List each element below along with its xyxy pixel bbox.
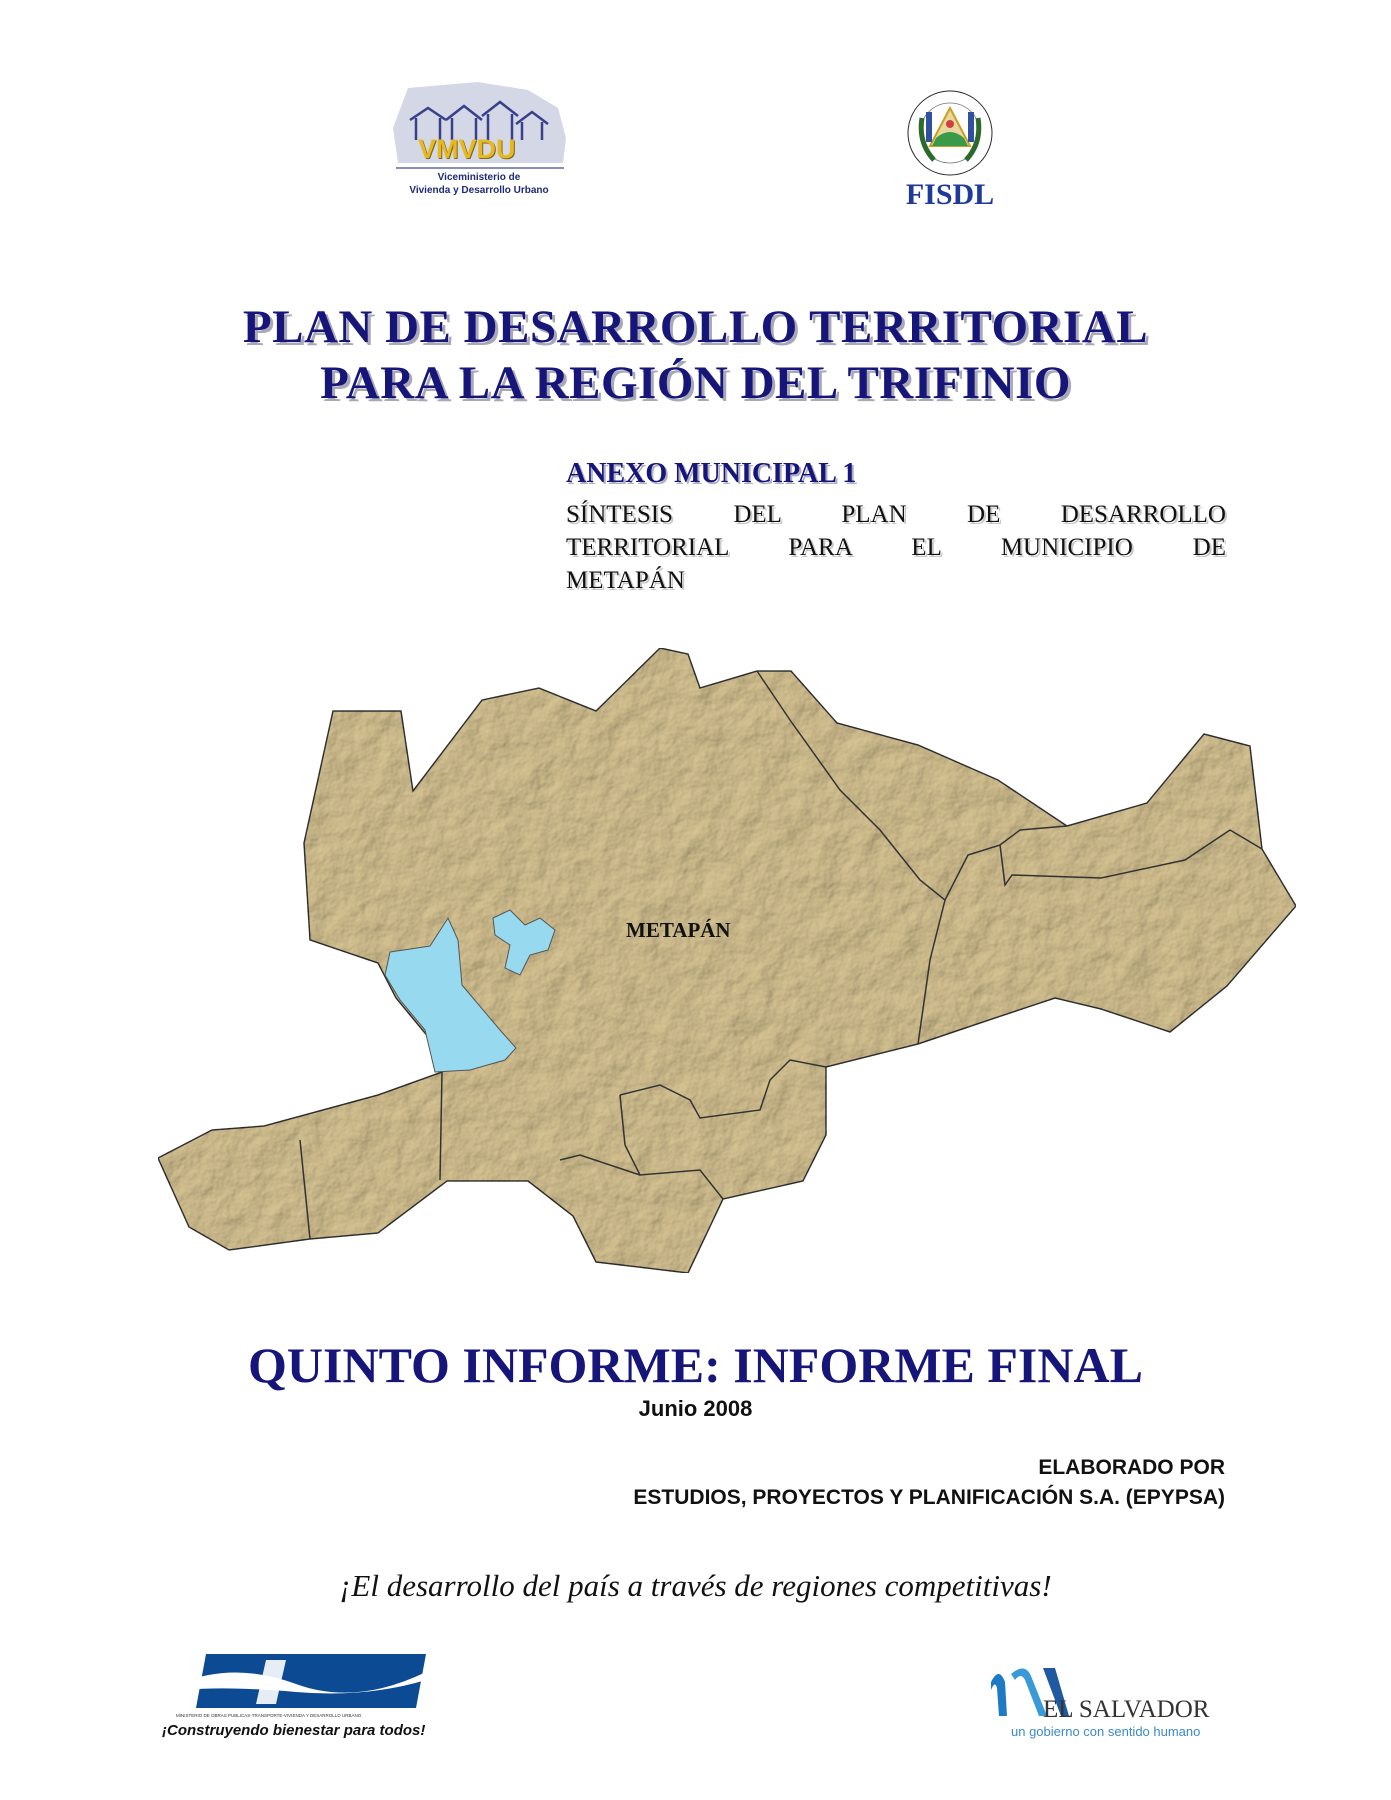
vmvdu-line2: Vivienda y Desarrollo Urbano	[409, 185, 549, 196]
map-land	[158, 648, 1296, 1273]
el-salvador-logo	[985, 1662, 1230, 1742]
annex-heading: ANEXO MUNICIPAL 1	[566, 458, 857, 489]
el-salvador-slogan: un gobierno con sentido humano	[1011, 1724, 1201, 1739]
mop-subtitle: MINISTERIO DE OBRAS PUBLICAS-TRANSPORTE-VIVIENDA Y DESARROLLO URBANO	[176, 1713, 362, 1718]
credits-label: ELABORADO POR	[1038, 1456, 1225, 1479]
document-title-line1: PLAN DE DESARROLLO TERRITORIAL	[242, 301, 1149, 353]
el-salvador-name: EL SALVADOR	[1043, 1696, 1210, 1723]
mop-slogan: ¡Construyendo bienestar para todos!	[162, 1722, 426, 1739]
annex-subtitle-line: METAPÁN	[566, 567, 685, 594]
map-label-metapan: METAPÁN	[626, 918, 731, 942]
annex-subtitle-line: SÍNTESIS DEL PLAN DE DESARROLLO	[566, 501, 1226, 528]
fisdl-acronym: FISDL	[905, 178, 995, 211]
vmvdu-line1: Viceministerio de	[437, 172, 521, 183]
vmvdu-acronym: VMVDU	[418, 134, 516, 164]
mop-emblem-icon	[176, 1652, 436, 1710]
report-date: Junio 2008	[638, 1396, 753, 1421]
tagline: ¡El desarrollo del país a través de regiones competitivas!	[339, 1568, 1052, 1603]
annex-subtitle-line: TERRITORIAL PARA EL MUNICIPIO DE	[566, 534, 1226, 561]
report-title: QUINTO INFORME: INFORME FINAL	[248, 1337, 1143, 1393]
document-title-line2: PARA LA REGIÓN DEL TRIFINIO	[320, 357, 1071, 409]
mop-logo	[162, 1652, 436, 1742]
credits-company: ESTUDIOS, PROYECTOS Y PLANIFICACIÓN S.A. (EPYPSA)	[633, 1486, 1225, 1509]
